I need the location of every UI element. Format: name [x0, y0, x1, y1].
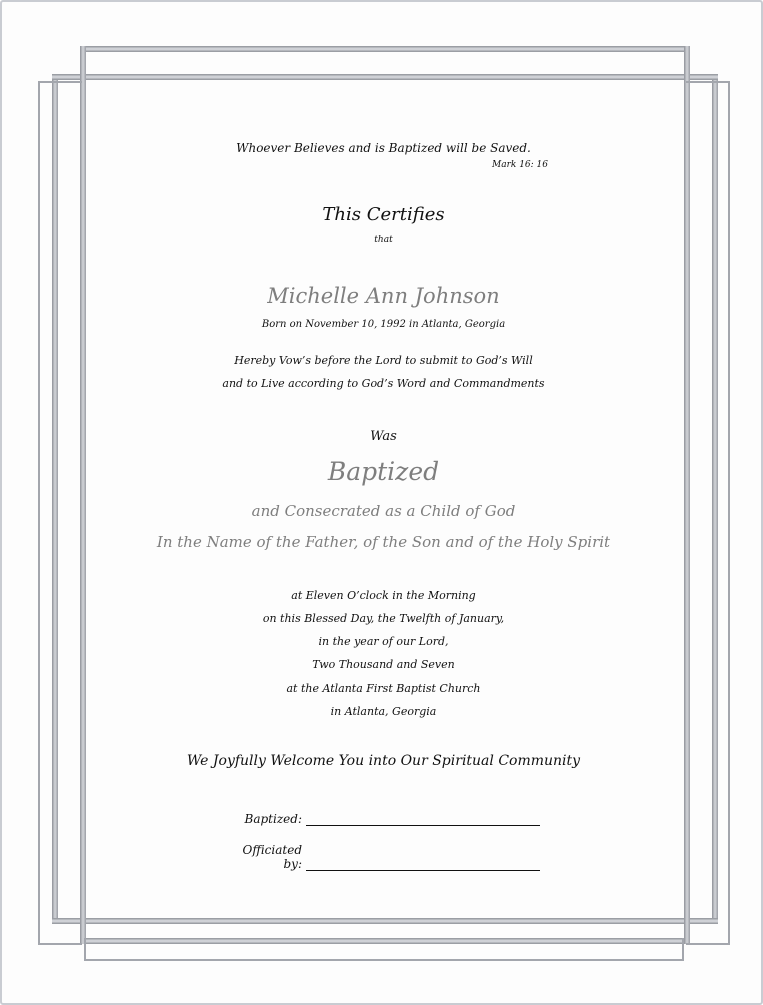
detail-line: in the year of our Lord, [318, 635, 449, 648]
officiated-label: Officiated by: [242, 843, 302, 871]
baptized-signature-row [232, 812, 552, 826]
was-label: Was [370, 429, 397, 444]
officiated-signature-row [232, 843, 552, 871]
vow-line-2: and to Live according to God’s Word and Commandments [222, 377, 545, 390]
recipient-birth: Born on November 10, 1992 in Atlanta, Georgia [261, 319, 506, 330]
detail-line: in Atlanta, Georgia [330, 705, 437, 718]
holy-spirit-line: In the Name of the Father, of the Son and of the Holy Spirit [156, 533, 611, 551]
detail-line: at Eleven O’clock in the Morning [291, 589, 476, 602]
detail-line: at the Atlanta First Baptist Church [286, 682, 481, 695]
baptized-label: Baptized: [244, 812, 302, 826]
recipient-name: Michelle Ann Johnson [267, 284, 500, 308]
baptized-title: Baptized [327, 457, 440, 486]
certifies-that: that [374, 235, 393, 245]
verse-text: Whoever Believes and is Baptized will be Saved. [236, 141, 531, 155]
consecrated-line: and Consecrated as a Child of God [251, 502, 516, 520]
detail-line: Two Thousand and Seven [312, 658, 455, 671]
officiated-signature-line[interactable] [306, 858, 540, 871]
baptized-signature-line[interactable] [306, 813, 540, 826]
welcome-line: We Joyfully Welcome You into Our Spiritual Community [186, 753, 581, 769]
verse-reference: Mark 16: 16 [492, 160, 548, 170]
vow-line-1: Hereby Vow’s before the Lord to submit to God’s Will [234, 354, 533, 367]
certifies-heading: This Certifies [322, 204, 445, 225]
detail-line: on this Blessed Day, the Twelfth of January, [262, 612, 505, 625]
